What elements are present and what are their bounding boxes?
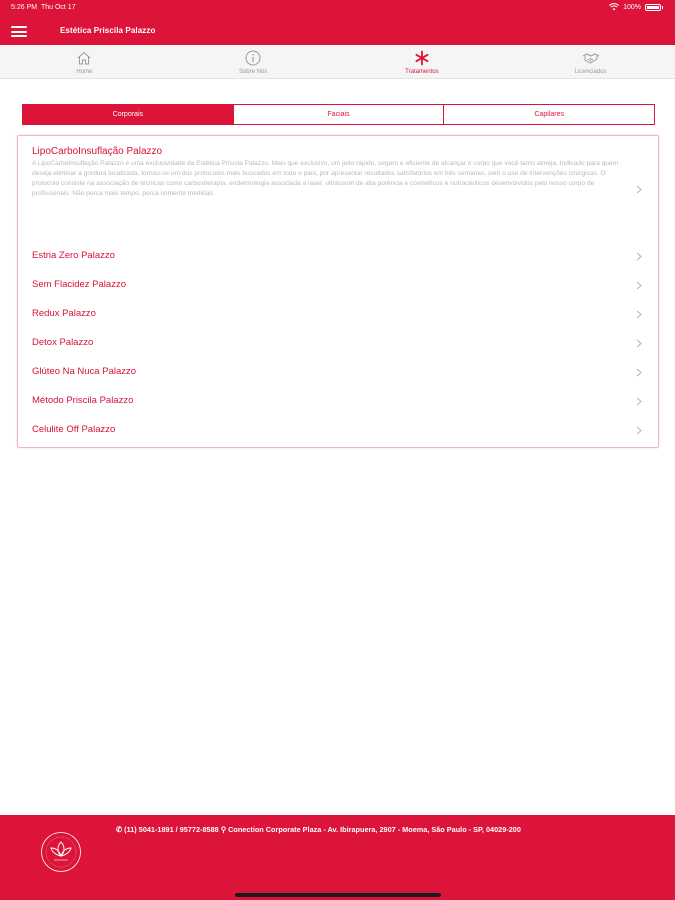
chevron-right-icon <box>636 252 642 261</box>
chevron-right-icon <box>636 281 642 290</box>
home-icon <box>75 50 93 66</box>
battery-icon <box>645 4 661 11</box>
list-item-label: Sem Flacidez Palazzo <box>32 279 126 290</box>
chevron-right-icon <box>636 310 642 319</box>
home-indicator <box>235 893 441 897</box>
status-time: 5:26 PM Thu Oct 17 <box>11 4 76 11</box>
list-item[interactable] <box>18 386 658 415</box>
tab-label: Tratamentos <box>405 69 439 75</box>
list-item[interactable] <box>18 241 658 270</box>
battery-cap <box>662 6 663 9</box>
list-item-label: Método Priscila Palazzo <box>32 395 134 406</box>
chevron-right-icon <box>636 185 642 194</box>
list-item[interactable] <box>18 415 658 444</box>
list-item-label: Glúteo Na Nuca Palazzo <box>32 366 137 377</box>
app-title: Estética Priscila Palazzo <box>60 26 156 35</box>
tab-licenciados[interactable] <box>506 45 675 78</box>
chevron-right-icon <box>636 368 642 377</box>
tab-sobre-nos[interactable] <box>169 45 338 78</box>
list-item[interactable] <box>18 270 658 299</box>
tab-label: Sobre Nós <box>238 69 268 75</box>
asterisk-icon <box>413 50 431 66</box>
status-right <box>609 3 663 11</box>
phone-icon: ✆ <box>116 825 123 834</box>
brand-logo <box>40 831 82 873</box>
list-item[interactable] <box>18 328 658 357</box>
top-bar <box>0 0 675 45</box>
featured-description: A LipoCarboInsuflação Palazzo é uma exclusividade da Estética Priscila Palazzo. Mais que exclusivo, um jeito rápido, seguro e eficiente de alcançar o corpo que você tanto almeja. Indicado para quem deseja eliminar a gordura localizada, tornou-se um dos protocolos mais buscados em todo o país, por apresentar resultados satisfatórios em três semanas, sem o uso de intervenções cirúrgicas. O protocolo consiste na associação de técnicas como carboxiterapia, endermologia associada a laser, ultrassom de alta potência e cosméticos e nutracêuticos desenvolvidos pelo nosso corpo de profissionais. Não perca mais tempo, perca somente medidas. <box>32 160 619 198</box>
list-item[interactable] <box>18 357 658 386</box>
footer-contact <box>116 825 521 834</box>
segment-faciais[interactable]: Faciais <box>234 105 445 124</box>
featured-title: LipoCarboInsuflação Palazzo <box>32 146 163 157</box>
chevron-right-icon <box>636 339 642 348</box>
tab-bar <box>0 45 675 79</box>
menu-icon[interactable] <box>11 26 27 37</box>
list-item[interactable] <box>18 299 658 328</box>
footer-contact-text: (11) 5041-1891 / 95772-8588 ⚲ Conection Corporate Plaza - Av. Ibirapuera, 2907 - Moema, São Paulo - SP, 04029-200 <box>124 825 521 834</box>
chevron-right-icon <box>636 426 642 435</box>
tab-tratamentos[interactable] <box>338 45 507 78</box>
wifi-icon <box>609 3 619 11</box>
handshake-icon <box>582 50 600 66</box>
footer <box>0 815 675 900</box>
chevron-right-icon <box>636 397 642 406</box>
list-item-label: Celulite Off Palazzo <box>32 424 116 435</box>
category-segmented-control <box>22 104 655 125</box>
segment-corporais[interactable]: Corporais <box>23 105 234 124</box>
tab-label: Home <box>76 69 93 75</box>
featured-treatment[interactable] <box>18 136 658 232</box>
list-item-label: Estria Zero Palazzo <box>32 250 115 261</box>
info-icon <box>244 50 262 66</box>
treatments-list <box>17 135 659 448</box>
battery-percent: 100% <box>623 3 641 11</box>
status-bar <box>0 0 675 16</box>
tab-label: Licenciados <box>574 69 607 75</box>
list-item-label: Redux Palazzo <box>32 308 96 319</box>
nav-bar <box>0 16 675 45</box>
tab-home[interactable] <box>0 45 169 78</box>
segment-capilares[interactable]: Capilares <box>534 111 564 118</box>
list-item-label: Detox Palazzo <box>32 337 94 348</box>
